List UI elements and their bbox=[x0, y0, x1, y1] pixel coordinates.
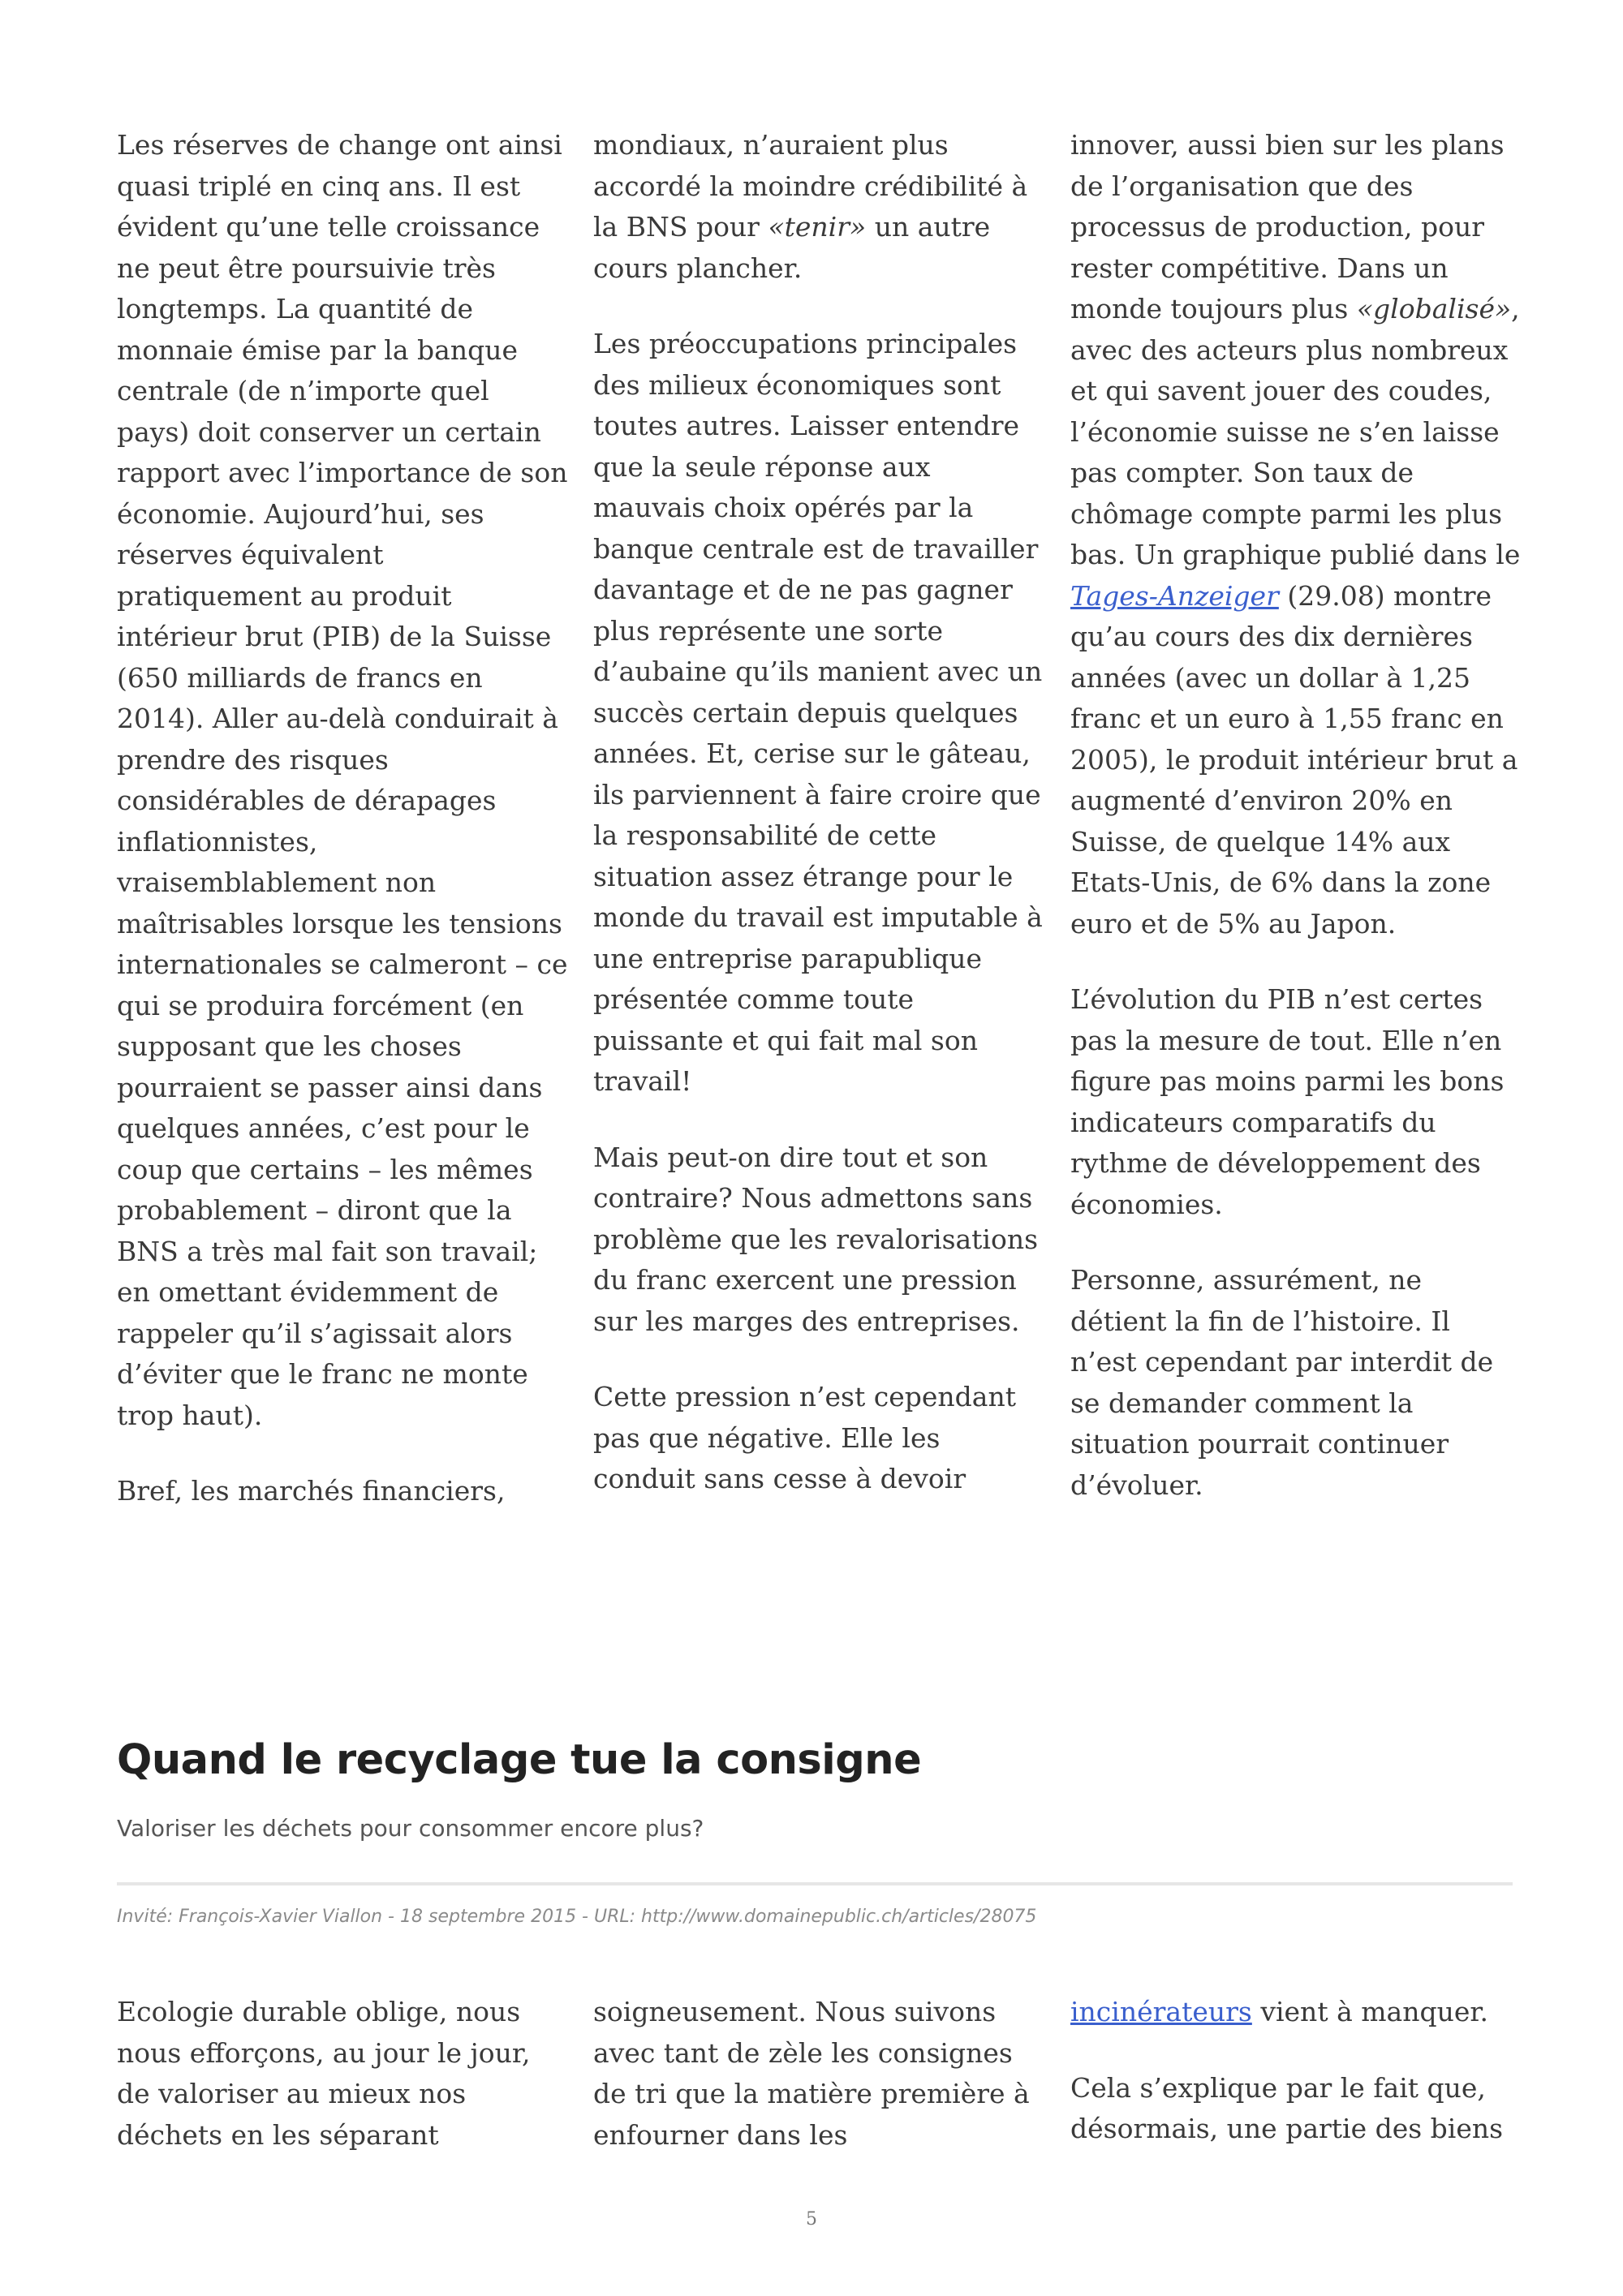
article-meta: Invité: François-Xavier Viallon - 18 septembre 2015 - URL: http://www.domainepublic.ch/articles/28075 bbox=[117, 1907, 1037, 1927]
paragraph: Mais peut-on dire tout et son contraire? Nous admettons sans problème que les revalorisations du franc exercent une pression sur les marges des entreprises. bbox=[593, 1141, 1039, 1337]
article1-column-1 bbox=[117, 125, 570, 1553]
text-run: un autre cours plancher. bbox=[593, 211, 991, 284]
article2-column-2 bbox=[593, 1992, 1046, 2162]
paragraph: soigneusement. Nous suivons avec tant de zèle les consignes de tri que la matière première à enfourner dans les bbox=[593, 1996, 1030, 2151]
article2-column-3 bbox=[1070, 1992, 1523, 2162]
article-title: Quand le recyclage tue la consigne bbox=[117, 1736, 922, 1784]
tages-anzeiger-link[interactable]: Tages-Anzeiger bbox=[1070, 579, 1279, 612]
paragraph bbox=[593, 125, 1046, 289]
paragraph bbox=[1070, 125, 1523, 944]
paragraph bbox=[1070, 1992, 1523, 2033]
paragraph: Cette pression n’est cependant pas que négative. Elle les conduit sans cesse à devoir bbox=[593, 1381, 1016, 1494]
text-run: vient à manquer. bbox=[1251, 1996, 1488, 2027]
page-number: 5 bbox=[806, 2209, 817, 2229]
article2-column-1 bbox=[117, 1992, 570, 2162]
paragraph: Les préoccupations principales des milieux économiques sont toutes autres. Laisser entendre que la seule réponse aux mauvais choix opérés par la banque centrale est de travailler davantage et de ne pas gagner plus représente une sorte d’aubaine qu’ils manient avec un succès certain depuis quelques années. Et, cerise sur le gâteau, ils parviennent à faire croire que la responsabilité de cette situation assez étrange pour le monde du travail est imputable à une entreprise parapublique présentée comme toute puissante et qui fait mal son travail! bbox=[593, 328, 1043, 1097]
text-run: (29.08) montre qu’au cours des dix dernières années (avec un dollar à 1,25 franc et un euro à 1,55 franc en 2005), le produit intérieur brut a augmenté d’environ 20% en Suisse, de quelque 14% aux Etats-Unis, de 6% dans la zone euro et de 5% au Japon. bbox=[1070, 579, 1518, 939]
text-run: , avec des acteurs plus nombreux et qui savent jouer des coudes, l’économie suisse ne s’en laisse pas compter. Son taux de chômage compte parmi les plus bas. Un graphique publié dans le bbox=[1070, 293, 1521, 570]
text-run: mondiaux, n’auraient plus accordé la moindre crédibilité à la BNS pour bbox=[593, 129, 1028, 243]
article-subtitle: Valoriser les déchets pour consommer encore plus? bbox=[117, 1815, 704, 1842]
paragraph: Bref, les marchés financiers, bbox=[117, 1475, 506, 1507]
article1-column-2 bbox=[593, 125, 1046, 1553]
emphasis-text: «globalisé» bbox=[1356, 293, 1512, 325]
emphasis-text: «tenir» bbox=[768, 211, 867, 243]
paragraph: Ecologie durable oblige, nous nous efforçons, au jour le jour, de valoriser au mieux nos déchets en les séparant bbox=[117, 1996, 531, 2151]
paragraph: L’évolution du PIB n’est certes pas la mesure de tout. Elle n’en figure pas moins parmi les bons indicateurs comparatifs du rythme de développement des économies. bbox=[1070, 983, 1505, 1220]
paragraph: Cela s’explique par le fait que, désormais, une partie des biens bbox=[1070, 2071, 1504, 2144]
article1-column-3 bbox=[1070, 125, 1523, 1553]
text-run: innover, aussi bien sur les plans de l’organisation que des processus de production, pour rester compétitive. Dans un monde toujours plus bbox=[1070, 129, 1505, 325]
incinerateurs-link[interactable]: incinérateurs bbox=[1070, 1996, 1252, 2027]
paragraph: Personne, assurément, ne détient la fin de l’histoire. Il n’est cependant par interdit de se demander comment la situation pourrait continuer d’évoluer. bbox=[1070, 1264, 1494, 1501]
paragraph: Les réserves de change ont ainsi quasi triplé en cinq ans. Il est évident qu’une telle croissance ne peut être poursuivie très longtemps. La quantité de monnaie émise par la banque centrale (de n’importe quel pays) doit conserver un certain rapport avec l’importance de son économie. Aujourd’hui, ses réserves équivalent pratiquement au produit intérieur brut (PIB) de la Suisse (650 milliards de francs en 2014). Aller au-delà conduirait à prendre des risques considérables de dérapages inflationnistes, vraisemblablement non maîtrisables lorsque les tensions internationales se calmeront – ce qui se produira forcément (en supposant que les choses pourraient se passer ainsi dans quelques années, c’est pour le coup que certains – les mêmes probablement – diront que la BNS a très mal fait son travail; en omettant évidemment de rappeler qu’il s’agissait alors d’éviter que le franc ne monte trop haut). bbox=[117, 129, 568, 1431]
divider bbox=[117, 1882, 1513, 1885]
